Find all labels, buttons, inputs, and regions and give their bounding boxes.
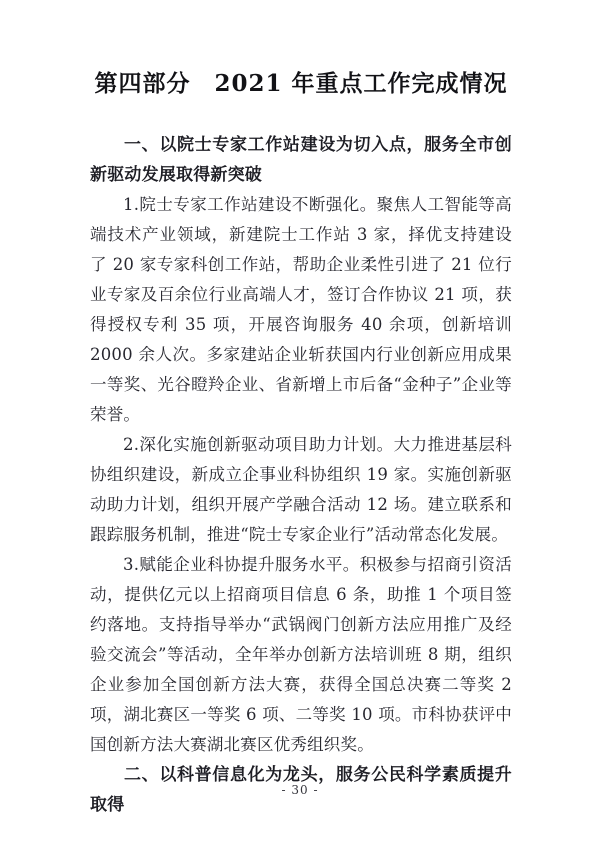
section-1-paragraph-2: 2.深化实施创新驱动项目助力计划。大力推进基层科协组织建设，新成立企事业科协组织 19 家。实施创新驱动助力计划，组织开展产学融合活动 12 场。建立联系和跟踪服务机制，推进“院士专家企业行”活动常态化发展。 [90,435,512,544]
page-number: - 30 - [281,783,319,797]
section-1 [90,130,512,760]
section-2-heading: 二、以科普信息化为龙头，服务公民科学素质提升取得 [90,765,512,815]
page-title: 第四部分 2021 年重点工作完成情况 [94,70,508,97]
section-1-heading: 一、以院士专家工作站建设为切入点，服务全市创新驱动发展取得新突破 [90,135,512,185]
section-1-paragraph-1: 1.院士专家工作站建设不断强化。聚焦人工智能等高端技术产业领域，新建院士工作站 3 家，择优支持建设了 20 家专家科创工作站，帮助企业柔性引进了 21 位行业专家及百余位行业高端人才，签订合作协议 21 项，获得授权专利 35 项，开展咨询服务 40 余项，创新培训 2000 余人次。多家建站企业斩获国内行业创新应用成果一等奖、光谷瞪羚企业、省新增上市后备“金种子”企业等荣誉。 [90,195,512,424]
section-1-paragraph-3: 3.赋能企业科协提升服务水平。积极参与招商引资活动，提供亿元以上招商项目信息 6 条，助推 1 个项目签约落地。支持指导举办“武锅阀门创新方法应用推广及经验交流会”等活动，全年举办创新方法培训班 8 期，组织企业参加全国创新方法大赛，获得全国总决赛二等奖 2 项，湖北赛区一等奖 6 项、二等奖 10 项。市科协获评中国创新方法大赛湖北赛区优秀组织奖。 [90,555,512,754]
